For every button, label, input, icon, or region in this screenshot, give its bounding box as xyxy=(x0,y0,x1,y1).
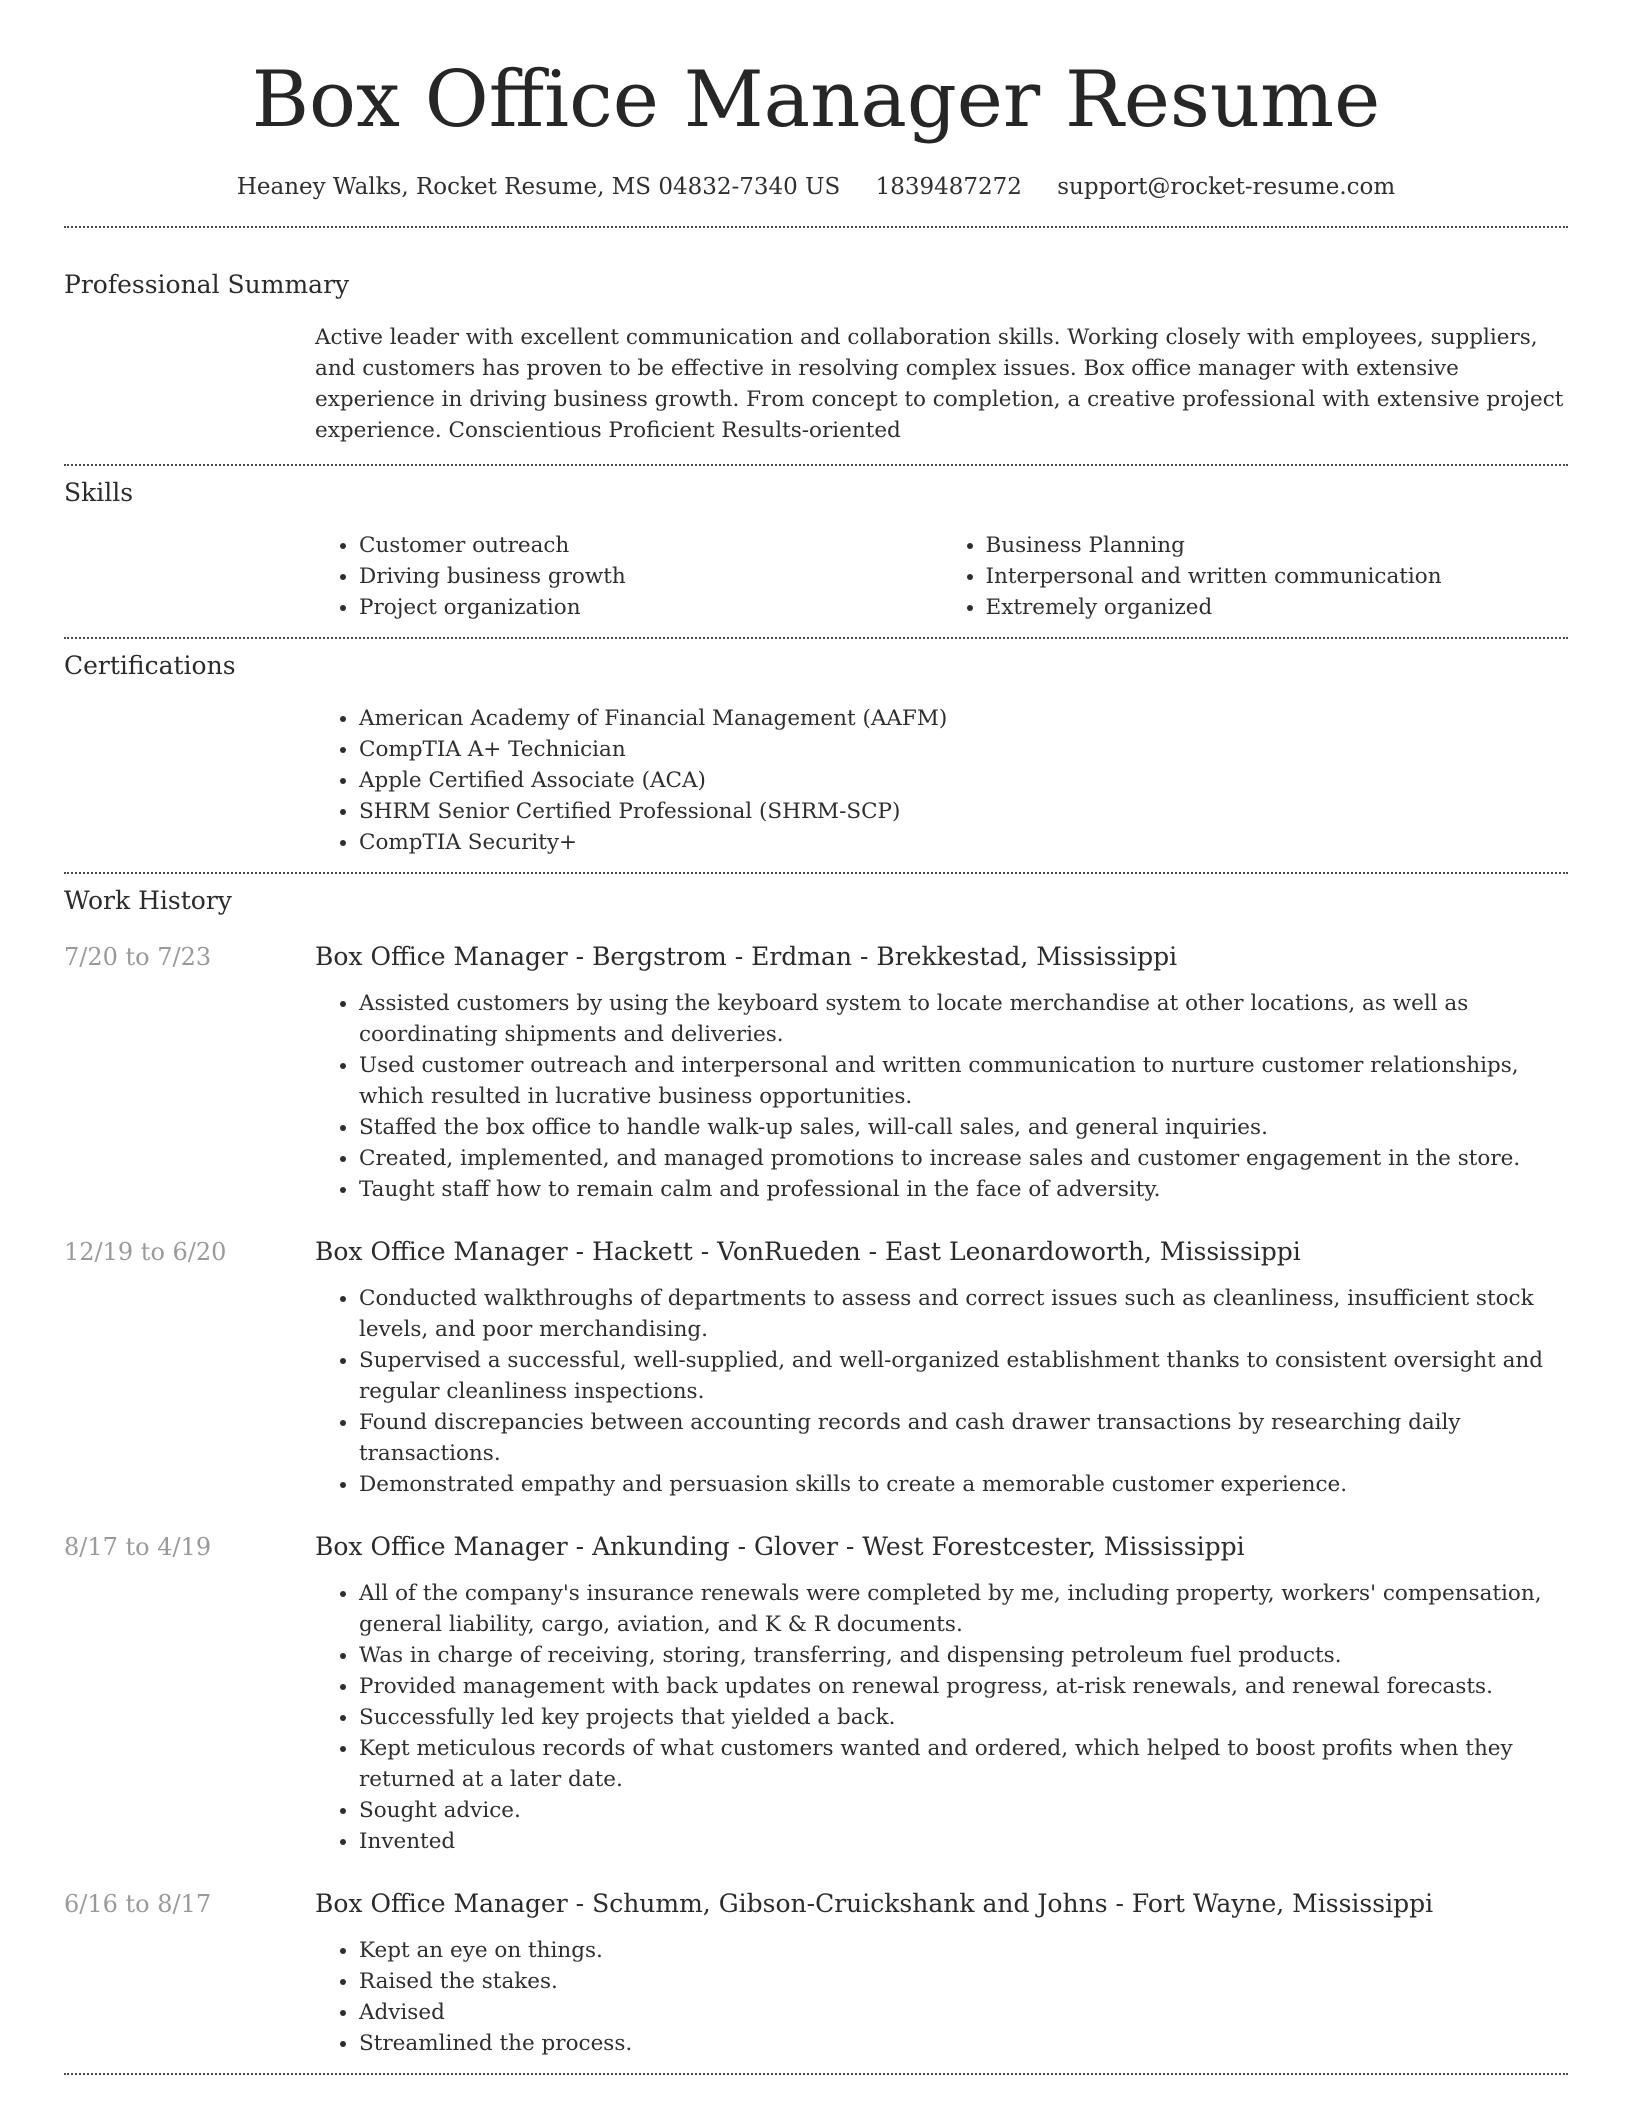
job-bullets xyxy=(315,1578,1568,1857)
job-bullets xyxy=(315,988,1568,1205)
skills-list-right xyxy=(942,530,1569,623)
skill-item: • Business Planning xyxy=(986,530,1569,561)
skills-section xyxy=(64,466,1568,637)
contact-phone: 1839487272 xyxy=(875,174,1022,200)
skills-list-left xyxy=(315,530,942,623)
certifications-section xyxy=(64,639,1568,872)
job-bullet: • Supervised a successful, well-supplied, and well-organized establishment thanks to consistent oversight and regular cleanliness inspections. xyxy=(359,1345,1568,1407)
certifications-heading: Certifications xyxy=(64,651,236,680)
summary-text: Active leader with excellent communication and collaboration skills. Working closely with employees, suppliers, and customers has proven to be effective in resolving complex issues. Box office manager with extensive experience in driving business growth. From concept to completion, a creative professional with extensive project experience. Conscientious Proficient Results-oriented xyxy=(315,325,1564,443)
job-bullet: • Demonstrated empathy and persuasion skills to create a memorable customer experience. xyxy=(359,1469,1568,1500)
job-bullets xyxy=(315,1283,1568,1500)
contact-email: support@rocket-resume.com xyxy=(1057,174,1396,200)
job-title: Box Office Manager - Bergstrom - Erdman - Brekkestad, Mississippi xyxy=(315,942,1178,971)
job-bullet: • Kept an eye on things. xyxy=(359,1935,1568,1966)
job-dates: 6/16 to 8/17 xyxy=(64,1890,212,1918)
job-bullet: • Was in charge of receiving, storing, transferring, and dispensing petroleum fuel products. xyxy=(359,1640,1568,1671)
job-bullet: • Created, implemented, and managed promotions to increase sales and customer engagement in the store. xyxy=(359,1143,1568,1174)
contact-line xyxy=(64,170,1568,204)
certification-item: • Apple Certified Associate (ACA) xyxy=(359,765,1568,796)
job-bullet: • Sought advice. xyxy=(359,1795,1568,1826)
skills-heading: Skills xyxy=(64,478,134,507)
job-bullet: • Advised xyxy=(359,1997,1568,2028)
job-bullet: • Invented xyxy=(359,1826,1568,1857)
job-entry xyxy=(64,940,1568,1205)
job-bullet: • Conducted walkthroughs of departments to assess and correct issues such as cleanliness, insufficient stock levels, and poor merchandising. xyxy=(359,1283,1568,1345)
job-title: Box Office Manager - Hackett - VonRueden - East Leonardoworth, Mississippi xyxy=(315,1237,1301,1266)
resume-title: Box Office Manager Resume xyxy=(251,55,1381,145)
certification-item: • American Academy of Financial Management (AAFM) xyxy=(359,703,1568,734)
certifications-list xyxy=(315,703,1568,858)
skill-item: • Interpersonal and written communication xyxy=(986,561,1569,592)
job-entry xyxy=(64,1887,1568,2073)
job-bullet: • Raised the stakes. xyxy=(359,1966,1568,1997)
job-bullet: • Provided management with back updates on renewal progress, at-risk renewals, and renewal forecasts. xyxy=(359,1671,1568,1702)
certification-item: • SHRM Senior Certified Professional (SHRM-SCP) xyxy=(359,796,1568,827)
section-divider xyxy=(64,2073,1568,2075)
summary-section xyxy=(64,228,1568,464)
skill-item: • Driving business growth xyxy=(359,561,942,592)
job-bullet: • Taught staff how to remain calm and professional in the face of adversity. xyxy=(359,1174,1568,1205)
skill-item: • Customer outreach xyxy=(359,530,942,561)
job-dates: 12/19 to 6/20 xyxy=(64,1238,227,1266)
job-bullet: • Streamlined the process. xyxy=(359,2028,1568,2059)
certification-item: • CompTIA Security+ xyxy=(359,827,1568,858)
work-history-section xyxy=(64,874,1568,2073)
job-bullet: • Assisted customers by using the keyboard system to locate merchandise at other locations, as well as coordinating shipments and deliveries. xyxy=(359,988,1568,1050)
job-bullet: • Found discrepancies between accounting records and cash drawer transactions by researching daily transactions. xyxy=(359,1407,1568,1469)
job-entry xyxy=(64,1530,1568,1857)
job-bullet: • Staffed the box office to handle walk-up sales, will-call sales, and general inquiries. xyxy=(359,1112,1568,1143)
summary-heading: Professional Summary xyxy=(64,270,350,299)
skill-item: • Project organization xyxy=(359,592,942,623)
job-dates: 7/20 to 7/23 xyxy=(64,943,212,971)
job-bullet: • Used customer outreach and interpersonal and written communication to nurture customer relationships, which resulted in lucrative business opportunities. xyxy=(359,1050,1568,1112)
work-history-heading: Work History xyxy=(64,886,232,915)
skill-item: • Extremely organized xyxy=(986,592,1569,623)
job-title: Box Office Manager - Ankunding - Glover - West Forestcester, Mississippi xyxy=(315,1532,1245,1561)
job-entry xyxy=(64,1235,1568,1500)
job-title: Box Office Manager - Schumm, Gibson-Cruickshank and Johns - Fort Wayne, Mississippi xyxy=(315,1889,1434,1918)
job-bullet: • Successfully led key projects that yielded a back. xyxy=(359,1702,1568,1733)
contact-address: Heaney Walks, Rocket Resume, MS 04832-7340 US xyxy=(236,174,841,200)
resume-page xyxy=(64,0,1568,2075)
job-bullet: • All of the company's insurance renewals were completed by me, including property, workers' compensation, general liability, cargo, aviation, and K & R documents. xyxy=(359,1578,1568,1640)
job-bullet: • Kept meticulous records of what customers wanted and ordered, which helped to boost profits when they returned at a later date. xyxy=(359,1733,1568,1795)
certification-item: • CompTIA A+ Technician xyxy=(359,734,1568,765)
job-dates: 8/17 to 4/19 xyxy=(64,1533,212,1561)
job-bullets xyxy=(315,1935,1568,2059)
